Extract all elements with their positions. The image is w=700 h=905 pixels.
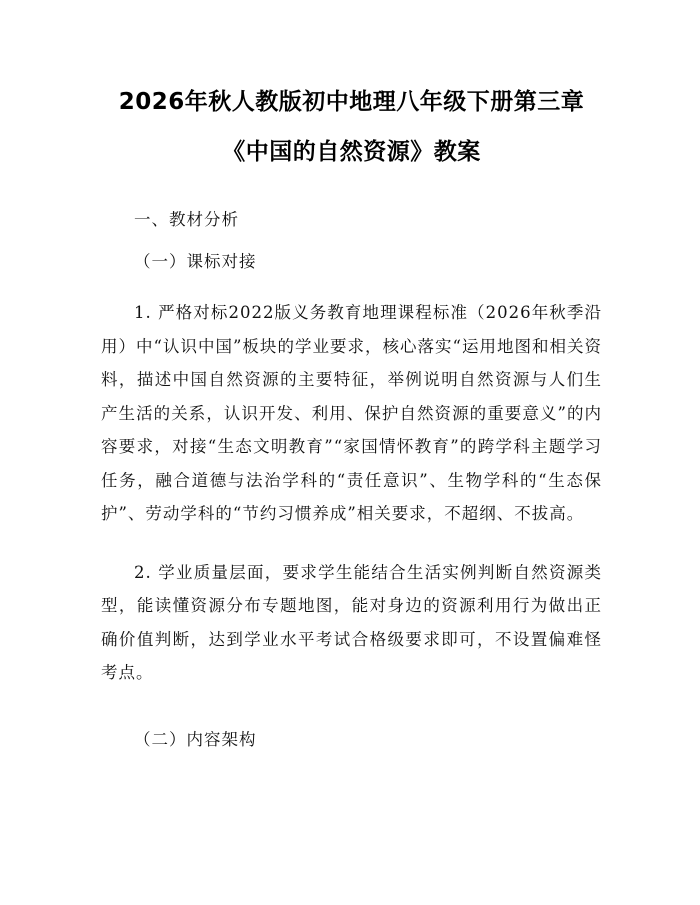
subsection-heading-curriculum-alignment: （一）课标对接 — [134, 252, 257, 271]
section-heading-textbook-analysis: 一、教材分析 — [134, 210, 239, 229]
paragraph-academic-quality: 2. 学业质量层面，要求学生能结合生活实例判断自然资源类型，能读懂资源分布专题地图，能对身边的资源利用行为做出正确价值判断，达到学业水平考试合格级要求即可，不设置偏难怪考点。 — [101, 562, 602, 682]
paragraph-curriculum-standard: 1. 严格对标2022版义务教育地理课程标准（2026年秋季沿用）中“认识中国”板块的学业要求，核心落实“运用地图和相关资料，描述中国自然资源的主要特征，举例说明自然资源与人们生产生活的关系，认识开发、利用、保护自然资源的重要意义”的内容要求，对接“生态文明教育”“家国情怀教育”的跨学科主题学习任务，融合道德与法治学科的“责任意识”、生物学科的“生态保护”、劳动学科的“节约习惯养成”相关要求，不超纲、不拔高。 — [101, 303, 602, 523]
document-title-line-1: 2026年秋人教版初中地理八年级下册第三章 — [118, 89, 585, 115]
document-title-line-2: 《中国的自然资源》教案 — [222, 139, 481, 165]
subsection-heading-content-structure: （二）内容架构 — [134, 729, 257, 749]
